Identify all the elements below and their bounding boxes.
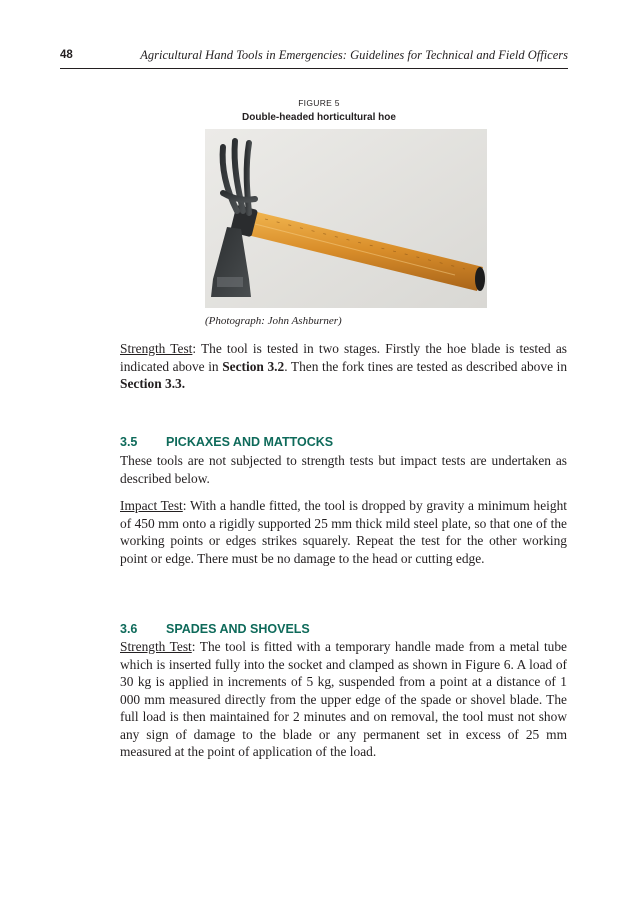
section-title: SPADES AND SHOVELS — [166, 622, 310, 636]
page-number: 48 — [60, 49, 73, 61]
strength-test-term: Strength Test — [120, 341, 193, 356]
impact-test-paragraph: Impact Test: With a handle fitted, the tool is dropped by gravity a minimum height of 450 mm onto a rigidly supported 25 mm thick mild steel plate, so that one of the working points or edges strikes squarely. Repeat the test for the other working point or edge. There must be no damage to the head or cutting edge. — [120, 498, 567, 566]
section-ref: Section 3.3. — [120, 376, 186, 391]
section-heading — [120, 435, 333, 449]
figure-caption: (Photograph: John Ashburner) — [205, 315, 342, 327]
spades-strength-paragraph: Strength Test: The tool is fitted with a temporary handle made from a metal tube which is inserted fully into the socket and clamped as shown in Figure 6. A load of 30 kg is applied in increments of 5 kg, suspended from a point at a distance of 1 000 mm measured directly from the upper edge of the spade or shovel blade. The full load is then maintained for 2 minutes and on removal, the tool must not show any sign of damage to the blade or any permanent set in excess of 25 mm measured at the point of application of the load. — [120, 639, 568, 759]
header-rule — [60, 68, 568, 69]
hoe-photo — [205, 129, 487, 308]
section-title: PICKAXES AND MATTOCKS — [166, 435, 334, 449]
strength-test-term: Strength Test — [120, 639, 192, 654]
section-number: 3.5 — [120, 435, 138, 449]
figure-title: Double-headed horticultural hoe — [242, 112, 396, 123]
impact-test-term: Impact Test — [120, 498, 183, 513]
pickaxes-intro: These tools are not subjected to strength tests but impact tests are undertaken as described below. — [120, 453, 567, 486]
section-heading — [120, 622, 310, 636]
strength-test-paragraph: Strength Test: The tool is tested in two stages. Firstly the hoe blade is tested as indicated above in Section 3.2. Then the fork tines are tested as described above in Section 3.3. — [120, 341, 568, 391]
section-ref: Section 3.2 — [222, 358, 285, 374]
running-title: Agricultural Hand Tools in Emergencies: Guidelines for Technical and Field Officers — [140, 48, 568, 62]
section-number: 3.6 — [120, 622, 138, 636]
figure-label: FIGURE 5 — [298, 98, 340, 108]
